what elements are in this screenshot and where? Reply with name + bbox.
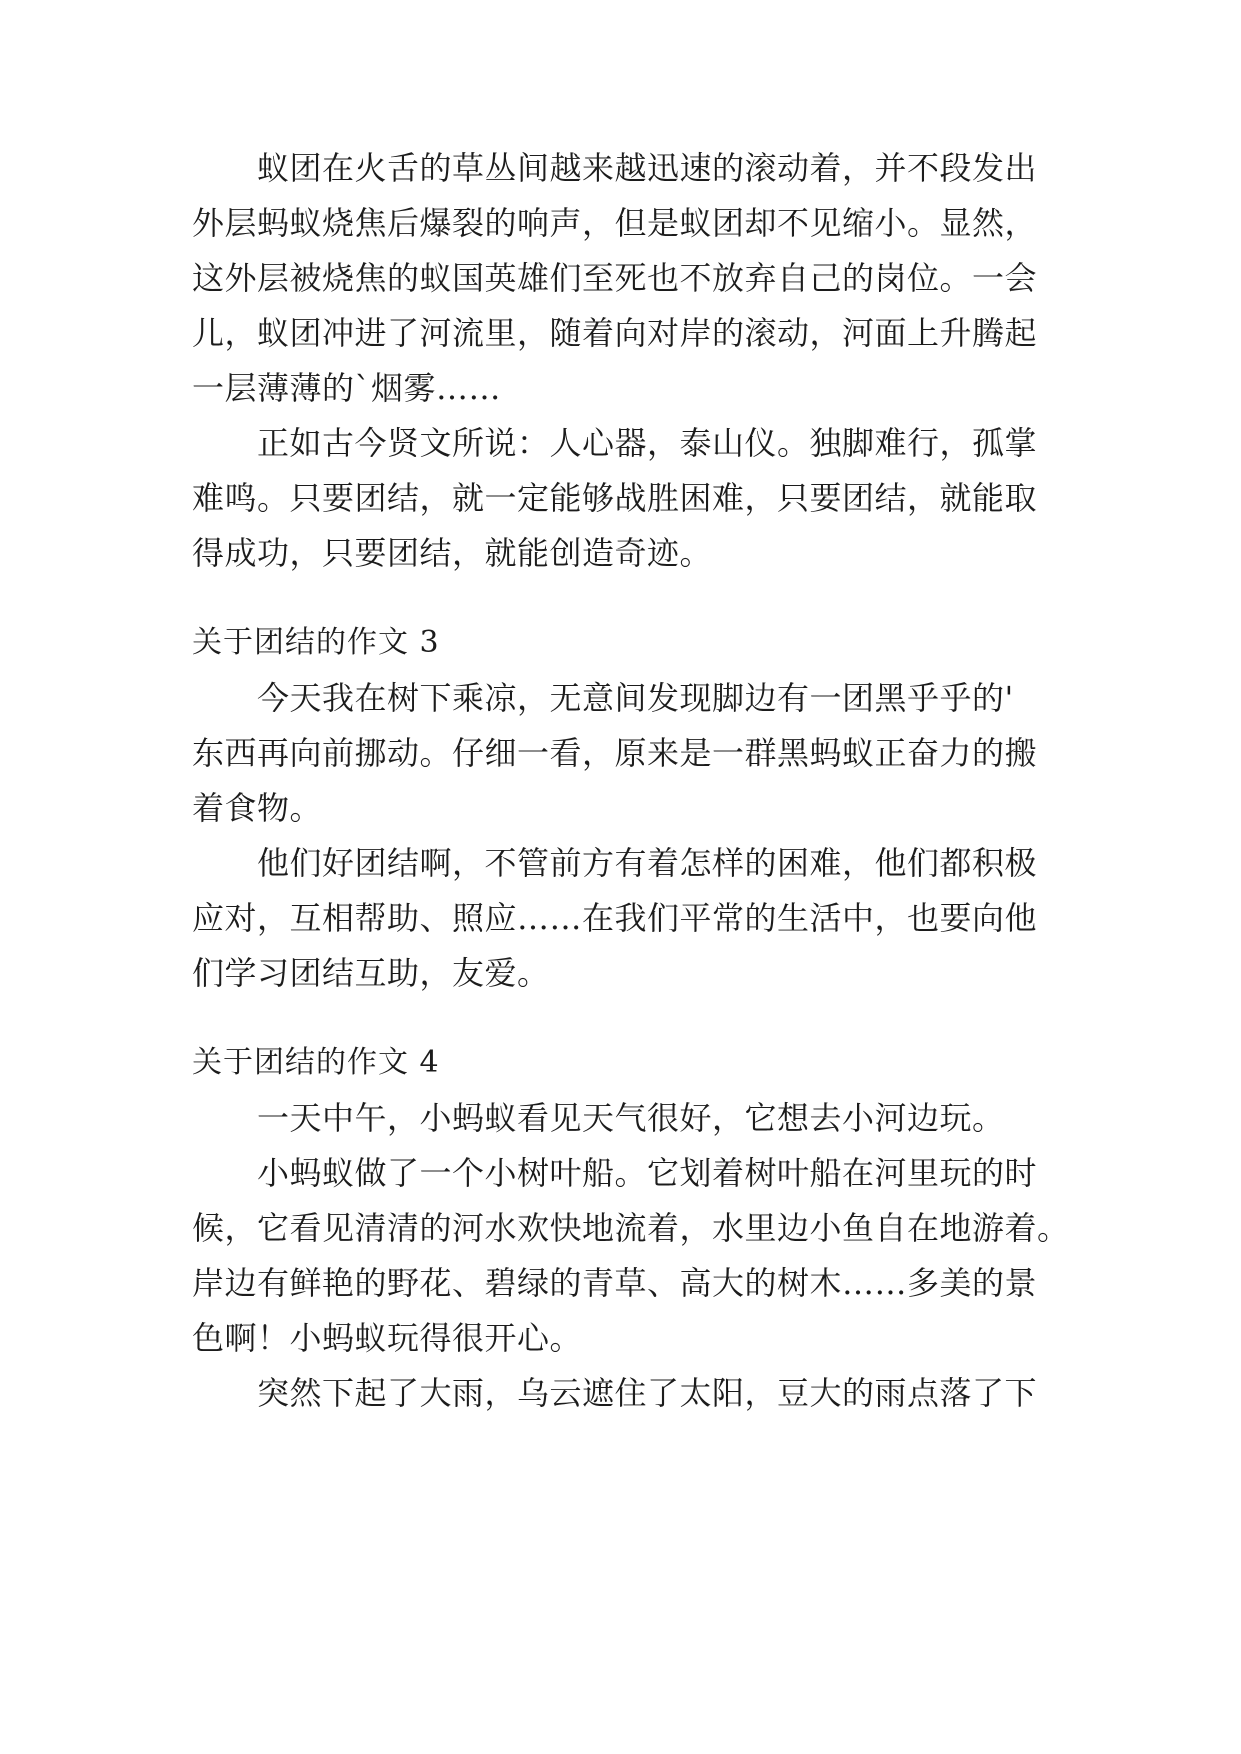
text-line: 们学习团结互助，友爱。 <box>192 954 550 992</box>
text-line: 东西再向前挪动。仔细一看，原来是一群黑蚂蚁正奋力的搬 <box>192 734 1038 772</box>
text-line: 儿，蚁团冲进了河流里，随着向对岸的滚动，河面上升腾起 <box>192 314 1038 352</box>
text-line: 蚁团在火舌的草丛间越来越迅速的滚动着，并不段发出 <box>257 149 1038 187</box>
text-line: 得成功，只要团结，就能创造奇迹。 <box>192 534 713 572</box>
text-line: 这外层被烧焦的蚁国英雄们至死也不放弃自己的岗位。一会 <box>192 259 1038 297</box>
text-line: 今天我在树下乘凉，无意间发现脚边有一团黑乎乎的' <box>257 679 1014 717</box>
text-line: 岸边有鲜艳的野花、碧绿的青草、高大的树木……多美的景 <box>192 1264 1038 1302</box>
text-line: 色啊！小蚂蚁玩得很开心。 <box>192 1319 583 1357</box>
text-line: 外层蚂蚁烧焦后爆裂的响声，但是蚁团却不见缩小。显然， <box>192 204 1038 242</box>
text-line: 着食物。 <box>192 789 323 827</box>
text-line: 突然下起了大雨，乌云遮住了太阳，豆大的雨点落了下 <box>257 1374 1038 1412</box>
text-line: 应对，互相帮助、照应……在我们平常的生活中，也要向他 <box>192 899 1038 937</box>
text-line: 候，它看见清清的河水欢快地流着，水里边小鱼自在地游着。 <box>192 1209 1070 1247</box>
text-line: 一层薄薄的`烟雾…… <box>192 369 502 407</box>
text-line: 难鸣。只要团结，就一定能够战胜困难，只要团结，就能取 <box>192 479 1038 517</box>
section-heading: 关于团结的作文 3 <box>192 625 440 660</box>
text-line: 一天中午，小蚂蚁看见天气很好，它想去小河边玩。 <box>257 1099 1005 1137</box>
text-line: 正如古今贤文所说：人心器，泰山仪。独脚难行，孤掌 <box>257 424 1038 462</box>
text-line: 他们好团结啊，不管前方有着怎样的困难，他们都积极 <box>257 844 1038 882</box>
text-line: 小蚂蚁做了一个小树叶船。它划着树叶船在河里玩的时 <box>257 1154 1038 1192</box>
section-heading: 关于团结的作文 4 <box>192 1045 440 1080</box>
